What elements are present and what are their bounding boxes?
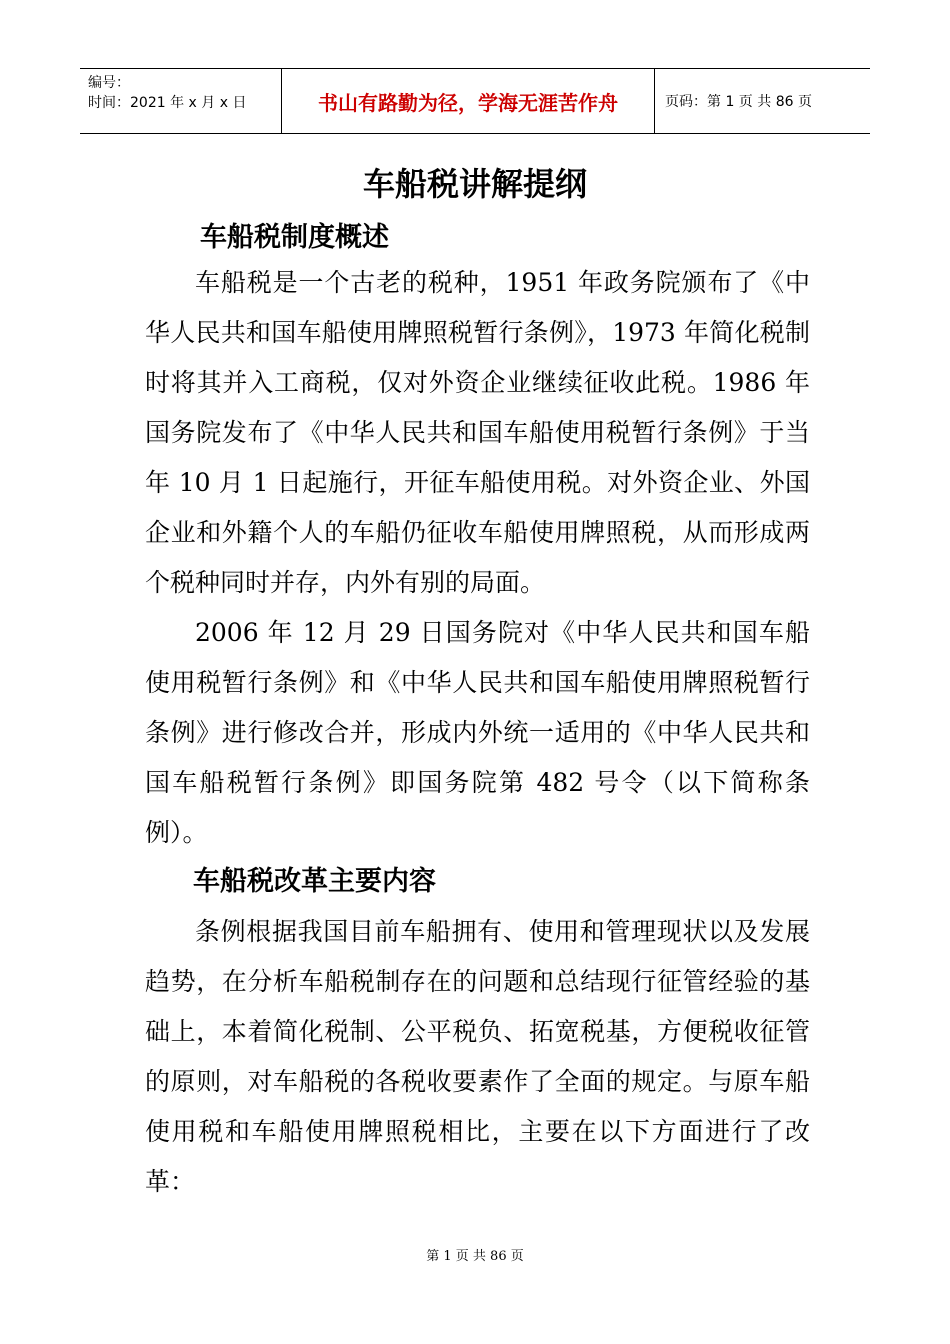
page-footer: 第 1 页 共 86 页 bbox=[426, 1249, 524, 1264]
header-page-info: 页码：第 1 页 共 86 页 bbox=[665, 94, 812, 110]
number-label: 编号： bbox=[88, 75, 130, 91]
time-label: 时间：2021 年 x 月 x 日 bbox=[88, 95, 247, 111]
section-heading-overview: 车船税制度概述 bbox=[200, 222, 389, 253]
document-title: 车船税讲解提纲 bbox=[362, 165, 587, 203]
section-heading-reform: 车船税改革主要内容 bbox=[193, 866, 436, 897]
header-meta bbox=[80, 69, 281, 133]
paragraph-history: 车船税是一个古老的税种，1951 年政务院颁布了《中华人民共和国车船使用牌照税暂行条例》，1973 年简化税制时将其并入工商税，仅对外资企业继续征收此税。1986 年国务院发布了《中华人民共和国车船使用税暂行条例》于当年 10 月 1 日起施行，开征车船使用税。对外资企业、外国企业和外籍个人的车船仍征收车船使用牌照税，从而形成两个税种同时并存，内外有别的局面。 bbox=[145, 268, 810, 597]
paragraph-reform-content: 条例根据我国目前车船拥有、使用和管理现状以及发展趋势，在分析车船税制存在的问题和总结现行征管经验的基础上，本着简化税制、公平税负、拓宽税基，方便税收征管的原则，对车船税的各税收要素作了全面的规定。与原车船使用税和车船使用牌照税相比，主要在以下方面进行了改革： bbox=[145, 917, 810, 1196]
paragraph-2006-merger: 2006 年 12 月 29 日国务院对《中华人民共和国车船使用税暂行条例》和《中华人民共和国车船使用牌照税暂行条例》进行修改合并，形成内外统一适用的《中华人民共和国车船税暂行条例》即国务院第 482 号令（以下简称条例）。 bbox=[145, 618, 810, 847]
header-motto: 书山有路勤为径，学海无涯苦作舟 bbox=[281, 69, 655, 133]
page-header bbox=[80, 68, 870, 134]
